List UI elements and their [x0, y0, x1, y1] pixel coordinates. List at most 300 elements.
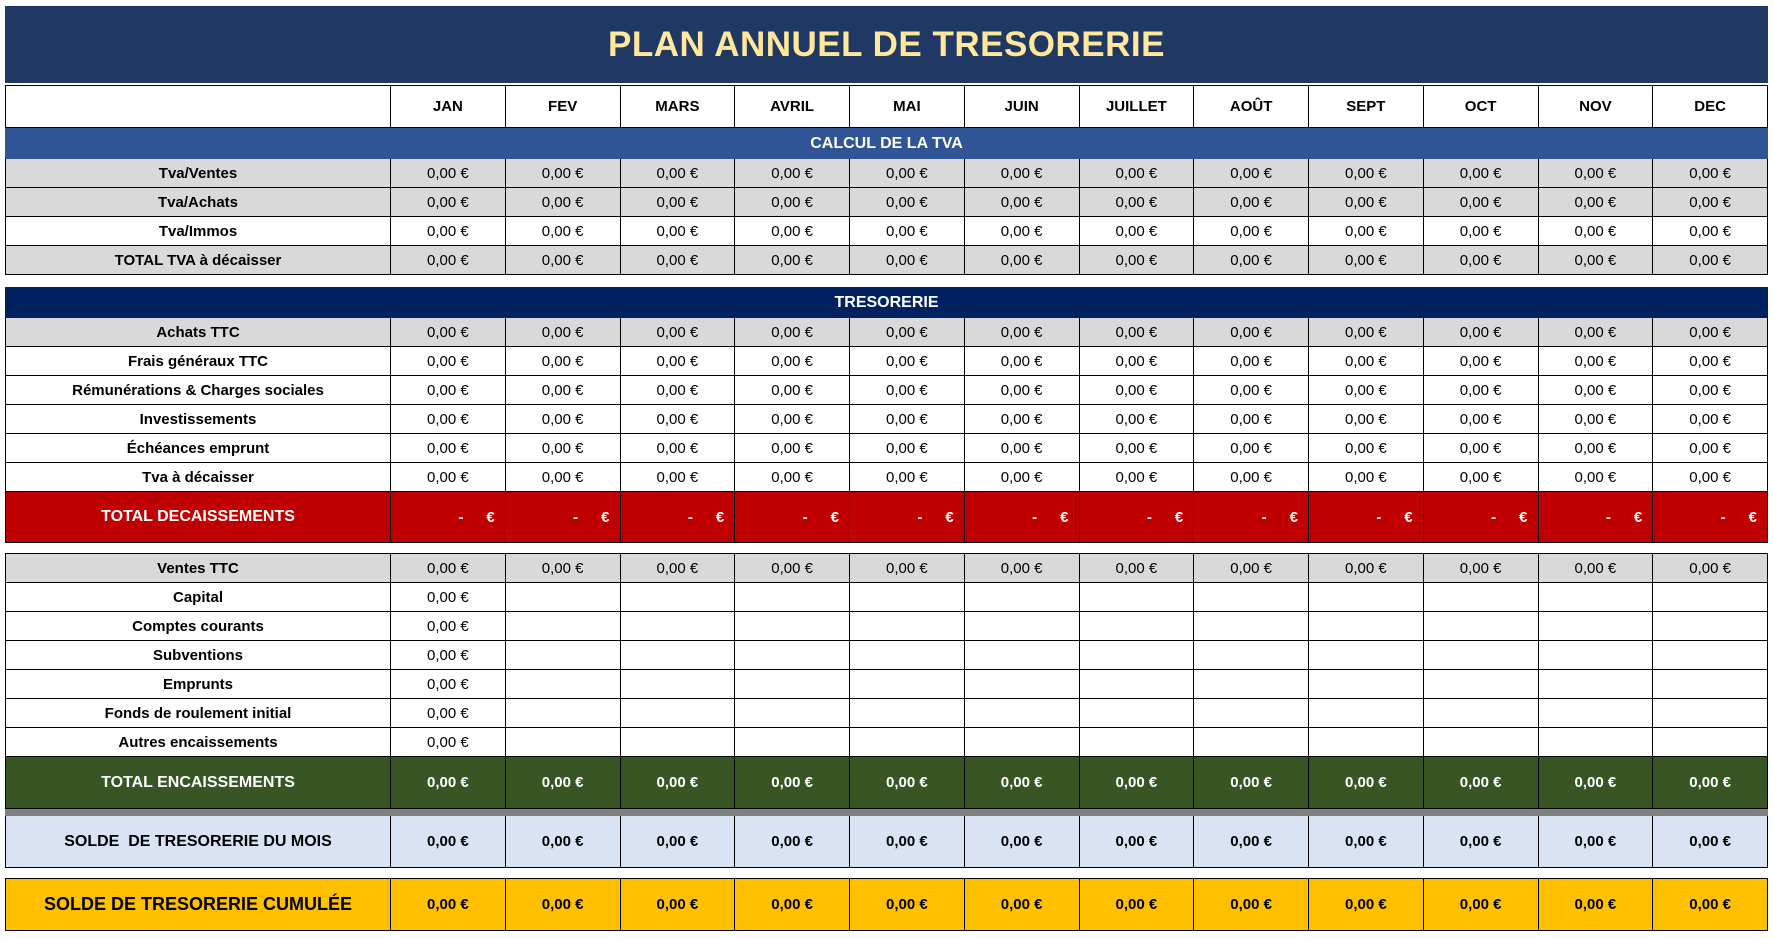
value-cell-sept[interactable]	[1309, 612, 1424, 640]
value-cell-juin[interactable]: 0,00 €	[965, 463, 1080, 491]
value-cell-fev[interactable]: 0,00 €	[506, 554, 621, 582]
tva-table-body	[5, 159, 1768, 275]
value-cell-oct[interactable]	[1424, 583, 1539, 611]
value-cell-mai[interactable]: 0,00 €	[850, 816, 965, 867]
euro-symbol: €	[601, 508, 610, 526]
value-cell-mars[interactable]: 0,00 €	[621, 816, 736, 867]
value-cell-fev[interactable]: 0,00 €	[506, 188, 621, 216]
value-cell-juin[interactable]: 0,00 €	[965, 405, 1080, 433]
value-cell-jan[interactable]: 0,00 €	[391, 670, 506, 698]
value-cell-oct[interactable]: 0,00 €	[1424, 816, 1539, 867]
value-cell-sept[interactable]: 0,00 €	[1309, 188, 1424, 216]
value-cell-nov[interactable]	[1539, 670, 1654, 698]
value-cell-dec[interactable]: 0,00 €	[1653, 434, 1768, 462]
value-cell-fev[interactable]	[506, 699, 621, 727]
value-cell-nov[interactable]: 0,00 €	[1539, 347, 1654, 375]
value-cell-juillet[interactable]: 0,00 €	[1080, 816, 1195, 867]
value-cell-juillet[interactable]	[1080, 641, 1195, 669]
value-cell-mai[interactable]: 0,00 €	[850, 159, 965, 187]
value-cell-nov[interactable]: 0,00 €	[1539, 434, 1654, 462]
row-capital	[6, 583, 1768, 612]
value-cell-juillet[interactable]	[1080, 492, 1195, 542]
value-cell-juin[interactable]: 0,00 €	[965, 554, 1080, 582]
value-cell-juin[interactable]	[965, 641, 1080, 669]
value-cell-aout[interactable]: 0,00 €	[1194, 318, 1309, 346]
value-cell-nov[interactable]: 0,00 €	[1539, 405, 1654, 433]
value-cell-nov[interactable]	[1539, 699, 1654, 727]
value-cell-fev[interactable]: 0,00 €	[506, 246, 621, 274]
value-cell-fev[interactable]	[506, 641, 621, 669]
value-cell-aout[interactable]	[1194, 612, 1309, 640]
row-total-decaissements	[6, 492, 1768, 543]
value-cell-jan[interactable]: 0,00 €	[391, 612, 506, 640]
value-cell-jan[interactable]: 0,00 €	[391, 757, 506, 808]
value-cell-mai[interactable]: 0,00 €	[850, 246, 965, 274]
value-cell-nov[interactable]: 0,00 €	[1539, 554, 1654, 582]
value-cell-sept[interactable]: 0,00 €	[1309, 376, 1424, 404]
value-cell-nov[interactable]	[1539, 728, 1654, 756]
value-cell-mars[interactable]	[621, 699, 736, 727]
value-cell-oct[interactable]: 0,00 €	[1424, 159, 1539, 187]
value-cell-jan[interactable]: 0,00 €	[391, 554, 506, 582]
value-cell-dec[interactable]: 0,00 €	[1653, 376, 1768, 404]
solde-cumule-block	[5, 878, 1768, 931]
row-label: Rémunérations & Charges sociales	[6, 376, 391, 404]
value-cell-nov[interactable]	[1539, 583, 1654, 611]
value-cell-avril[interactable]: 0,00 €	[735, 405, 850, 433]
value-cell-aout[interactable]: 0,00 €	[1194, 159, 1309, 187]
value-cell-sept[interactable]: 0,00 €	[1309, 159, 1424, 187]
value-cell-juillet[interactable]: 0,00 €	[1080, 554, 1195, 582]
value-cell-sept[interactable]: 0,00 €	[1309, 816, 1424, 867]
value-cell-fev[interactable]	[506, 612, 621, 640]
row-subventions	[6, 641, 1768, 670]
value-cell-fev[interactable]: 0,00 €	[506, 347, 621, 375]
value-cell-aout[interactable]	[1194, 728, 1309, 756]
value-cell-mars[interactable]: 0,00 €	[621, 434, 736, 462]
row-echeances-emprunt	[6, 434, 1768, 463]
value-cell-juillet[interactable]: 0,00 €	[1080, 246, 1195, 274]
value-cell-avril[interactable]: 0,00 €	[735, 554, 850, 582]
value-cell-jan[interactable]: 0,00 €	[391, 405, 506, 433]
value-cell-sept[interactable]: 0,00 €	[1309, 879, 1424, 930]
value-cell-aout[interactable]: 0,00 €	[1194, 376, 1309, 404]
value-cell-mai[interactable]	[850, 641, 965, 669]
value-cell-aout[interactable]: 0,00 €	[1194, 816, 1309, 867]
row-label: Tva/Ventes	[6, 159, 391, 187]
value-cell-jan[interactable]: 0,00 €	[391, 641, 506, 669]
value-cell-juin[interactable]: 0,00 €	[965, 879, 1080, 930]
value-cell-mai[interactable]: 0,00 €	[850, 188, 965, 216]
value-cell-aout[interactable]: 0,00 €	[1194, 347, 1309, 375]
value-cell-jan[interactable]: 0,00 €	[391, 246, 506, 274]
value-cell-sept[interactable]: 0,00 €	[1309, 554, 1424, 582]
value-cell-oct[interactable]	[1424, 612, 1539, 640]
value-cell-dec[interactable]	[1653, 492, 1768, 542]
value-cell-sept[interactable]: 0,00 €	[1309, 246, 1424, 274]
value-cell-juillet[interactable]	[1080, 670, 1195, 698]
value-cell-sept[interactable]	[1309, 699, 1424, 727]
value-cell-avril[interactable]: 0,00 €	[735, 318, 850, 346]
value-cell-juin[interactable]: 0,00 €	[965, 347, 1080, 375]
value-cell-dec[interactable]: 0,00 €	[1653, 217, 1768, 245]
value-cell-dec[interactable]: 0,00 €	[1653, 463, 1768, 491]
value-cell-mai[interactable]: 0,00 €	[850, 434, 965, 462]
euro-symbol: €	[830, 508, 839, 526]
value-cell-jan[interactable]: 0,00 €	[391, 217, 506, 245]
row-label: TOTAL DECAISSEMENTS	[6, 492, 391, 542]
value-cell-sept[interactable]: 0,00 €	[1309, 347, 1424, 375]
value-cell-sept[interactable]	[1309, 583, 1424, 611]
value-cell-dec[interactable]: 0,00 €	[1653, 188, 1768, 216]
value-cell-dec[interactable]: 0,00 €	[1653, 246, 1768, 274]
month-header-aout: AOÛT	[1194, 86, 1309, 127]
dash-value: -	[573, 508, 579, 526]
value-cell-mai[interactable]: 0,00 €	[850, 405, 965, 433]
value-cell-oct[interactable]	[1424, 641, 1539, 669]
value-cell-juillet[interactable]: 0,00 €	[1080, 347, 1195, 375]
value-cell-mai[interactable]	[850, 583, 965, 611]
value-cell-mai[interactable]: 0,00 €	[850, 376, 965, 404]
value-cell-juin[interactable]: 0,00 €	[965, 188, 1080, 216]
value-cell-mai[interactable]: 0,00 €	[850, 554, 965, 582]
row-label: TOTAL TVA à décaisser	[6, 246, 391, 274]
value-cell-avril[interactable]: 0,00 €	[735, 434, 850, 462]
value-cell-mai[interactable]	[850, 699, 965, 727]
value-cell-fev[interactable]: 0,00 €	[506, 405, 621, 433]
value-cell-mai[interactable]: 0,00 €	[850, 217, 965, 245]
month-header-nov: NOV	[1539, 86, 1654, 127]
value-cell-juillet[interactable]: 0,00 €	[1080, 188, 1195, 216]
value-cell-juin[interactable]	[965, 699, 1080, 727]
value-cell-jan[interactable]: 0,00 €	[391, 188, 506, 216]
value-cell-mai[interactable]: 0,00 €	[850, 463, 965, 491]
value-cell-avril[interactable]	[735, 583, 850, 611]
value-cell-mars[interactable]	[621, 492, 736, 542]
row-achats-ttc	[6, 318, 1768, 347]
euro-symbol: €	[945, 508, 954, 526]
value-cell-avril[interactable]: 0,00 €	[735, 816, 850, 867]
value-cell-jan[interactable]: 0,00 €	[391, 318, 506, 346]
value-cell-jan[interactable]: 0,00 €	[391, 816, 506, 867]
value-cell-fev[interactable]	[506, 728, 621, 756]
value-cell-nov[interactable]	[1539, 612, 1654, 640]
separator-bar	[5, 809, 1768, 816]
value-cell-fev[interactable]: 0,00 €	[506, 159, 621, 187]
value-cell-dec[interactable]: 0,00 €	[1653, 879, 1768, 930]
value-cell-fev[interactable]	[506, 670, 621, 698]
value-cell-juin[interactable]	[965, 492, 1080, 542]
value-cell-mars[interactable]: 0,00 €	[621, 246, 736, 274]
value-cell-aout[interactable]: 0,00 €	[1194, 405, 1309, 433]
value-cell-mars[interactable]: 0,00 €	[621, 554, 736, 582]
value-cell-aout[interactable]	[1194, 492, 1309, 542]
value-cell-jan[interactable]: 0,00 €	[391, 728, 506, 756]
value-cell-juillet[interactable]: 0,00 €	[1080, 463, 1195, 491]
value-cell-juillet[interactable]: 0,00 €	[1080, 159, 1195, 187]
value-cell-mai[interactable]: 0,00 €	[850, 318, 965, 346]
row-label: SOLDE DE TRESORERIE DU MOIS	[6, 816, 391, 867]
value-cell-oct[interactable]: 0,00 €	[1424, 463, 1539, 491]
value-cell-oct[interactable]: 0,00 €	[1424, 246, 1539, 274]
value-cell-mai[interactable]	[850, 612, 965, 640]
dash-value: -	[1720, 508, 1726, 526]
value-cell-avril[interactable]: 0,00 €	[735, 757, 850, 808]
value-cell-fev[interactable]: 0,00 €	[506, 434, 621, 462]
value-cell-avril[interactable]	[735, 670, 850, 698]
value-cell-avril[interactable]: 0,00 €	[735, 159, 850, 187]
value-cell-oct[interactable]: 0,00 €	[1424, 347, 1539, 375]
value-cell-nov[interactable]: 0,00 €	[1539, 879, 1654, 930]
value-cell-mars[interactable]	[621, 641, 736, 669]
value-cell-nov[interactable]	[1539, 641, 1654, 669]
value-cell-avril[interactable]: 0,00 €	[735, 463, 850, 491]
value-cell-sept[interactable]: 0,00 €	[1309, 463, 1424, 491]
value-cell-fev[interactable]: 0,00 €	[506, 816, 621, 867]
value-cell-juin[interactable]: 0,00 €	[965, 376, 1080, 404]
value-cell-dec[interactable]: 0,00 €	[1653, 159, 1768, 187]
value-cell-jan[interactable]	[391, 492, 506, 542]
value-cell-dec[interactable]: 0,00 €	[1653, 347, 1768, 375]
value-cell-dec[interactable]: 0,00 €	[1653, 405, 1768, 433]
value-cell-fev[interactable]	[506, 583, 621, 611]
value-cell-mars[interactable]: 0,00 €	[621, 159, 736, 187]
row-label: Emprunts	[6, 670, 391, 698]
value-cell-mars[interactable]: 0,00 €	[621, 879, 736, 930]
month-header-jan: JAN	[391, 86, 506, 127]
row-tva-a-decaisser	[6, 463, 1768, 492]
value-cell-sept[interactable]	[1309, 492, 1424, 542]
row-label: Tva à décaisser	[6, 463, 391, 491]
value-cell-mars[interactable]: 0,00 €	[621, 376, 736, 404]
value-cell-sept[interactable]: 0,00 €	[1309, 217, 1424, 245]
value-cell-jan[interactable]: 0,00 €	[391, 159, 506, 187]
row-label: Capital	[6, 583, 391, 611]
value-cell-juillet[interactable]	[1080, 728, 1195, 756]
value-cell-avril[interactable]: 0,00 €	[735, 246, 850, 274]
value-cell-sept[interactable]: 0,00 €	[1309, 434, 1424, 462]
value-cell-aout[interactable]: 0,00 €	[1194, 188, 1309, 216]
value-cell-avril[interactable]	[735, 728, 850, 756]
value-cell-mars[interactable]: 0,00 €	[621, 318, 736, 346]
value-cell-avril[interactable]	[735, 492, 850, 542]
value-cell-jan[interactable]: 0,00 €	[391, 879, 506, 930]
value-cell-fev[interactable]: 0,00 €	[506, 217, 621, 245]
value-cell-jan[interactable]: 0,00 €	[391, 347, 506, 375]
value-cell-sept[interactable]: 0,00 €	[1309, 318, 1424, 346]
value-cell-fev[interactable]	[506, 492, 621, 542]
value-cell-juin[interactable]: 0,00 €	[965, 757, 1080, 808]
value-cell-fev[interactable]: 0,00 €	[506, 376, 621, 404]
value-cell-mars[interactable]	[621, 670, 736, 698]
value-cell-fev[interactable]: 0,00 €	[506, 318, 621, 346]
value-cell-mars[interactable]: 0,00 €	[621, 188, 736, 216]
dash-value: -	[1146, 508, 1152, 526]
month-header-juillet: JUILLET	[1080, 86, 1195, 127]
value-cell-oct[interactable]: 0,00 €	[1424, 188, 1539, 216]
value-cell-dec[interactable]: 0,00 €	[1653, 318, 1768, 346]
value-cell-mai[interactable]	[850, 728, 965, 756]
value-cell-dec[interactable]	[1653, 699, 1768, 727]
value-cell-nov[interactable]: 0,00 €	[1539, 188, 1654, 216]
value-cell-nov[interactable]: 0,00 €	[1539, 816, 1654, 867]
value-cell-juin[interactable]	[965, 728, 1080, 756]
value-cell-jan[interactable]: 0,00 €	[391, 699, 506, 727]
value-cell-mai[interactable]: 0,00 €	[850, 347, 965, 375]
value-cell-jan[interactable]: 0,00 €	[391, 434, 506, 462]
value-cell-dec[interactable]	[1653, 670, 1768, 698]
value-cell-sept[interactable]	[1309, 728, 1424, 756]
value-cell-oct[interactable]: 0,00 €	[1424, 318, 1539, 346]
value-cell-avril[interactable]	[735, 699, 850, 727]
value-cell-mai[interactable]: 0,00 €	[850, 879, 965, 930]
value-cell-jan[interactable]: 0,00 €	[391, 583, 506, 611]
value-cell-dec[interactable]: 0,00 €	[1653, 757, 1768, 808]
value-cell-juillet[interactable]	[1080, 699, 1195, 727]
value-cell-sept[interactable]	[1309, 670, 1424, 698]
value-cell-mars[interactable]	[621, 583, 736, 611]
value-cell-oct[interactable]: 0,00 €	[1424, 757, 1539, 808]
value-cell-juillet[interactable]: 0,00 €	[1080, 879, 1195, 930]
value-cell-nov[interactable]: 0,00 €	[1539, 463, 1654, 491]
value-cell-oct[interactable]: 0,00 €	[1424, 554, 1539, 582]
value-cell-avril[interactable]: 0,00 €	[735, 217, 850, 245]
value-cell-aout[interactable]	[1194, 699, 1309, 727]
value-cell-juin[interactable]	[965, 583, 1080, 611]
row-label: Achats TTC	[6, 318, 391, 346]
section-band-tva: CALCUL DE LA TVA	[5, 128, 1768, 159]
value-cell-oct[interactable]: 0,00 €	[1424, 376, 1539, 404]
value-cell-aout[interactable]: 0,00 €	[1194, 434, 1309, 462]
value-cell-jan[interactable]: 0,00 €	[391, 376, 506, 404]
value-cell-fev[interactable]: 0,00 €	[506, 463, 621, 491]
value-cell-avril[interactable]: 0,00 €	[735, 376, 850, 404]
month-header-mars: MARS	[621, 86, 736, 127]
row-label: Tva/Immos	[6, 217, 391, 245]
value-cell-juin[interactable]: 0,00 €	[965, 246, 1080, 274]
value-cell-juin[interactable]: 0,00 €	[965, 816, 1080, 867]
value-cell-juillet[interactable]: 0,00 €	[1080, 318, 1195, 346]
value-cell-juin[interactable]: 0,00 €	[965, 318, 1080, 346]
value-cell-nov[interactable]: 0,00 €	[1539, 376, 1654, 404]
value-cell-juillet[interactable]: 0,00 €	[1080, 217, 1195, 245]
value-cell-oct[interactable]	[1424, 699, 1539, 727]
dash-value: -	[802, 508, 808, 526]
value-cell-mars[interactable]: 0,00 €	[621, 347, 736, 375]
value-cell-oct[interactable]: 0,00 €	[1424, 405, 1539, 433]
value-cell-sept[interactable]: 0,00 €	[1309, 757, 1424, 808]
month-header-fev: FEV	[506, 86, 621, 127]
value-cell-juillet[interactable]: 0,00 €	[1080, 405, 1195, 433]
value-cell-sept[interactable]: 0,00 €	[1309, 405, 1424, 433]
euro-symbol: €	[1174, 508, 1184, 526]
value-cell-avril[interactable]	[735, 641, 850, 669]
value-cell-dec[interactable]	[1653, 583, 1768, 611]
value-cell-dec[interactable]: 0,00 €	[1653, 816, 1768, 867]
value-cell-nov[interactable]	[1539, 492, 1654, 542]
value-cell-mars[interactable]	[621, 728, 736, 756]
value-cell-avril[interactable]: 0,00 €	[735, 188, 850, 216]
value-cell-mars[interactable]: 0,00 €	[621, 463, 736, 491]
month-header-avril: AVRIL	[735, 86, 850, 127]
euro-symbol: €	[1060, 508, 1069, 526]
row-solde-de-tresorerie-cumulee	[6, 879, 1768, 931]
value-cell-juillet[interactable]	[1080, 583, 1195, 611]
value-cell-oct[interactable]: 0,00 €	[1424, 879, 1539, 930]
value-cell-nov[interactable]: 0,00 €	[1539, 217, 1654, 245]
value-cell-juin[interactable]	[965, 612, 1080, 640]
value-cell-aout[interactable]: 0,00 €	[1194, 246, 1309, 274]
section-band-tresorerie: TRESORERIE	[5, 287, 1768, 318]
value-cell-oct[interactable]	[1424, 492, 1539, 542]
value-cell-mars[interactable]	[621, 612, 736, 640]
value-cell-mai[interactable]	[850, 670, 965, 698]
value-cell-juin[interactable]	[965, 670, 1080, 698]
value-cell-juin[interactable]: 0,00 €	[965, 159, 1080, 187]
euro-symbol: €	[1519, 508, 1528, 526]
month-header-oct: OCT	[1424, 86, 1539, 127]
euro-symbol: €	[715, 508, 725, 526]
value-cell-aout[interactable]: 0,00 €	[1194, 463, 1309, 491]
value-cell-oct[interactable]	[1424, 728, 1539, 756]
value-cell-aout[interactable]	[1194, 583, 1309, 611]
value-cell-juillet[interactable]: 0,00 €	[1080, 757, 1195, 808]
dash-value: -	[1261, 508, 1267, 526]
value-cell-dec[interactable]: 0,00 €	[1653, 554, 1768, 582]
row-total-tva-a-decaisser	[6, 246, 1768, 275]
tresorerie-table-body	[5, 318, 1768, 492]
value-cell-sept[interactable]	[1309, 641, 1424, 669]
value-cell-aout[interactable]: 0,00 €	[1194, 757, 1309, 808]
value-cell-oct[interactable]: 0,00 €	[1424, 217, 1539, 245]
value-cell-aout[interactable]: 0,00 €	[1194, 879, 1309, 930]
row-ventes-ttc	[6, 554, 1768, 583]
value-cell-oct[interactable]: 0,00 €	[1424, 434, 1539, 462]
value-cell-aout[interactable]: 0,00 €	[1194, 554, 1309, 582]
value-cell-juillet[interactable]: 0,00 €	[1080, 376, 1195, 404]
value-cell-mai[interactable]	[850, 492, 965, 542]
value-cell-nov[interactable]: 0,00 €	[1539, 159, 1654, 187]
value-cell-avril[interactable]: 0,00 €	[735, 347, 850, 375]
row-autres-encaissements	[6, 728, 1768, 757]
value-cell-mars[interactable]: 0,00 €	[621, 757, 736, 808]
value-cell-avril[interactable]	[735, 612, 850, 640]
value-cell-fev[interactable]: 0,00 €	[506, 879, 621, 930]
value-cell-mars[interactable]: 0,00 €	[621, 405, 736, 433]
value-cell-jan[interactable]: 0,00 €	[391, 463, 506, 491]
value-cell-aout[interactable]	[1194, 641, 1309, 669]
value-cell-dec[interactable]	[1653, 612, 1768, 640]
value-cell-juillet[interactable]: 0,00 €	[1080, 434, 1195, 462]
value-cell-juin[interactable]: 0,00 €	[965, 217, 1080, 245]
value-cell-fev[interactable]: 0,00 €	[506, 757, 621, 808]
value-cell-juillet[interactable]	[1080, 612, 1195, 640]
value-cell-nov[interactable]: 0,00 €	[1539, 757, 1654, 808]
value-cell-juin[interactable]: 0,00 €	[965, 434, 1080, 462]
value-cell-avril[interactable]: 0,00 €	[735, 879, 850, 930]
euro-symbol: €	[1748, 508, 1757, 526]
value-cell-oct[interactable]	[1424, 670, 1539, 698]
value-cell-mars[interactable]: 0,00 €	[621, 217, 736, 245]
value-cell-nov[interactable]: 0,00 €	[1539, 246, 1654, 274]
value-cell-aout[interactable]	[1194, 670, 1309, 698]
value-cell-dec[interactable]	[1653, 728, 1768, 756]
row-comptes-courants	[6, 612, 1768, 641]
value-cell-dec[interactable]	[1653, 641, 1768, 669]
value-cell-mai[interactable]: 0,00 €	[850, 757, 965, 808]
value-cell-nov[interactable]: 0,00 €	[1539, 318, 1654, 346]
value-cell-aout[interactable]: 0,00 €	[1194, 217, 1309, 245]
